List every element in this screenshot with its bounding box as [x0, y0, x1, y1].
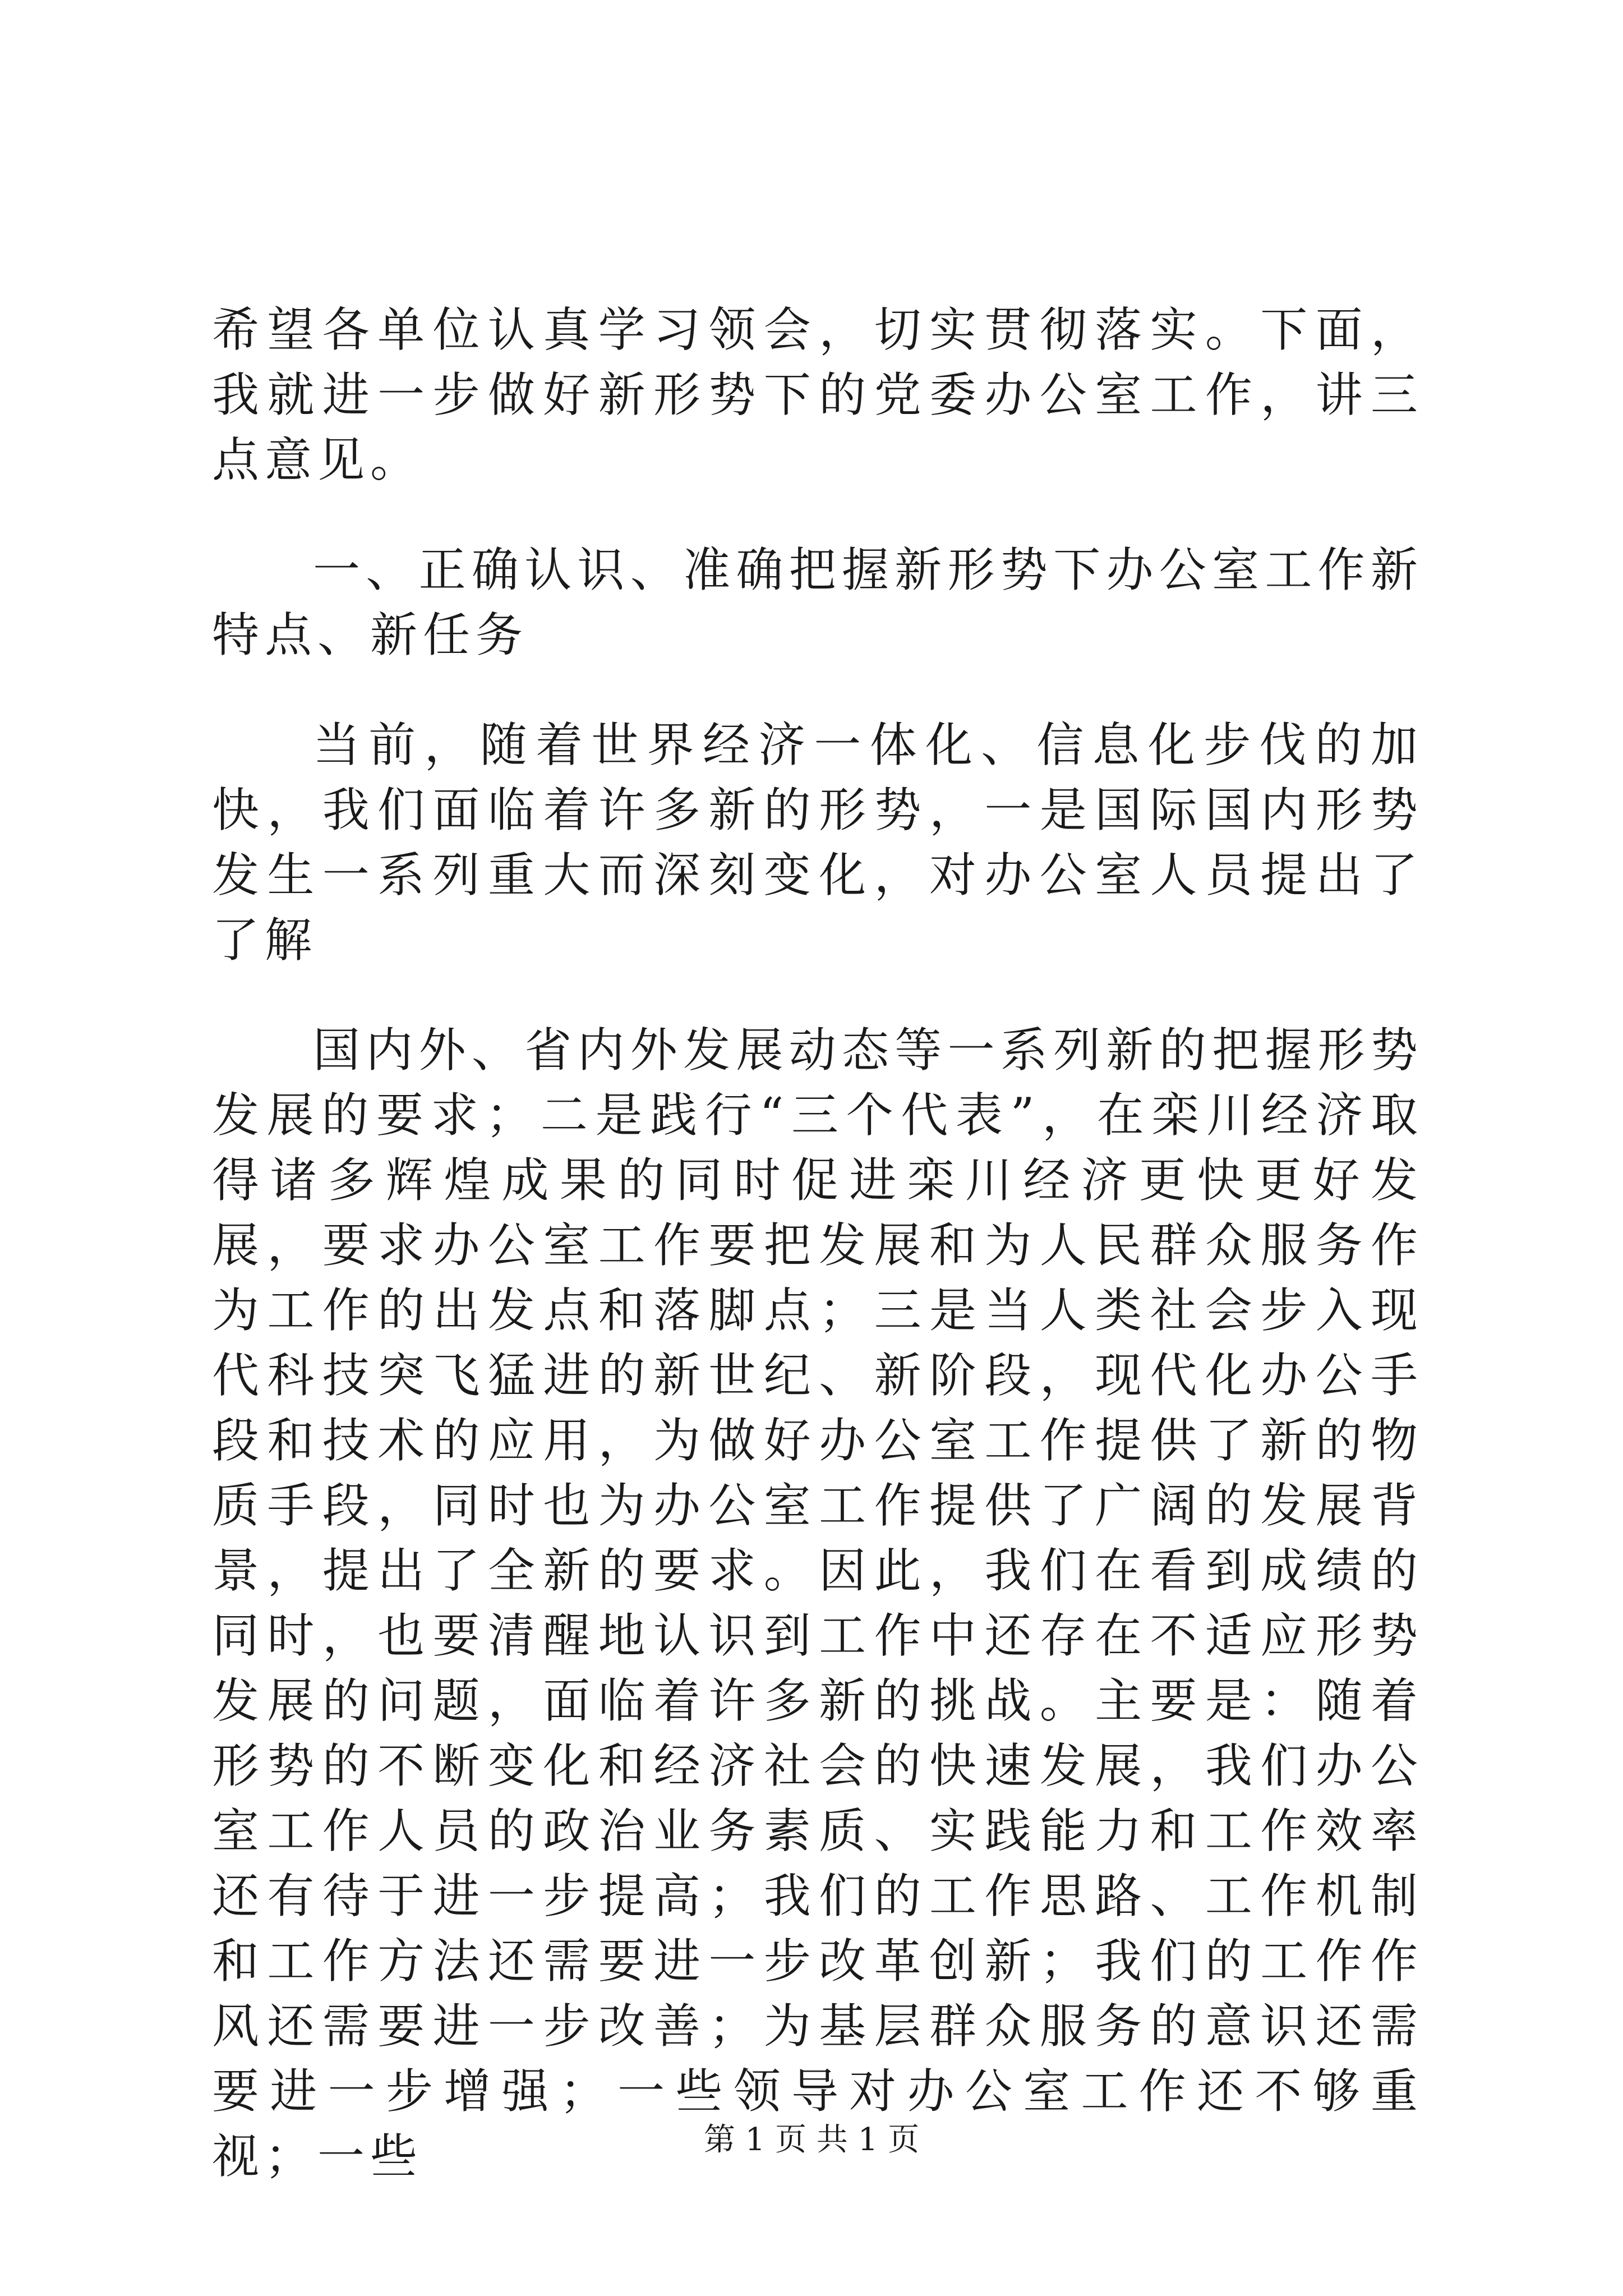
section-heading: 一、正确认识、准确把握新形势下办公室工作新特点、新任务: [212, 542, 1423, 662]
page-number-label: 第 1 页 共 1 页: [703, 2122, 920, 2158]
paragraph-intro: 希望各单位认真学习领会，切实贯彻落实。下面，我就进一步做好新形势下的党委办公室工作，讲三点意见。: [212, 302, 1423, 487]
paragraph-situation: 当前，随着世界经济一体化、信息化步伐的加快，我们面临着许多新的形势，一是国际国内形势发生一系列重大而深刻变化，对办公室人员提出了了解: [212, 717, 1423, 968]
document-body: [212, 297, 1423, 2234]
page-footer: [0, 2120, 1623, 2160]
paragraph-requirements: 国内外、省内外发展动态等一系列新的把握形势发展的要求；二是践行“三个代表”，在栾川经济取得诸多辉煌成果的同时促进栾川经济更快更好发展，要求办公室工作要把发展和为人民群众服务作为工作的出发点和落脚点；三是当人类社会步入现代科技突飞猛进的新世纪、新阶段，现代化办公手段和技术的应用，为做好办公室工作提供了新的物质手段，同时也为办公室工作提供了广阔的发展背景，提出了全新的要求。因此，我们在看到成绩的同时，也要清醒地认识到工作中还存在不适应形势发展的问题，面临着许多新的挑战。主要是：随着形势的不断变化和经济社会的快速发展，我们办公室工作人员的政治业务素质、实践能力和工作效率还有待于进一步提高；我们的工作思路、工作机制和工作方法还需要进一步改革创新；我们的工作作风还需要进一步改善；为基层群众服务的意识还需要进一步增强；一些领导对办公室工作还不够重视；一些: [212, 1023, 1423, 2184]
